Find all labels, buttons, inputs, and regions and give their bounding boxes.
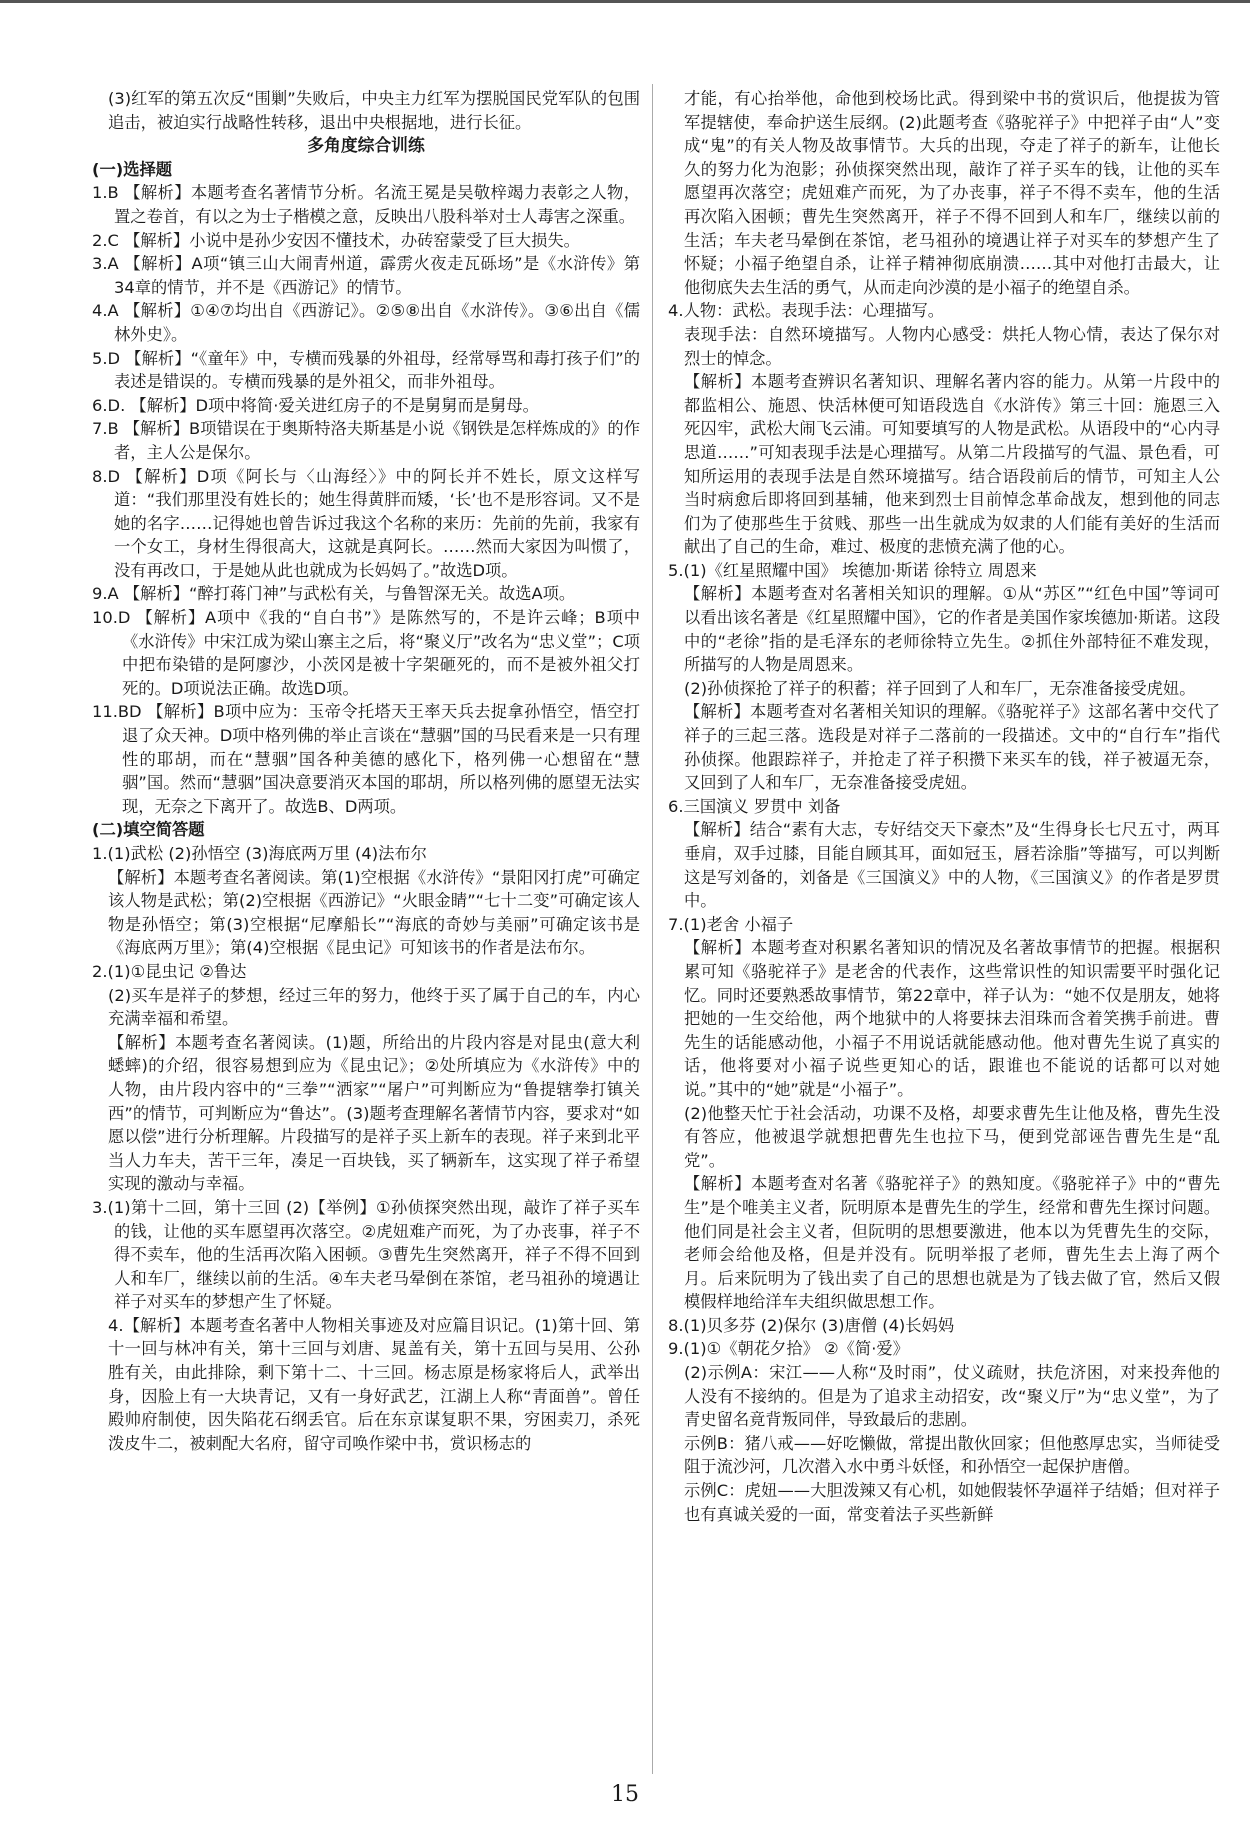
explanation: 4.【解析】本题考查名著中人物相关事迹及对应篇目识记。(1)第十回、第十一回与林冲有关，第十三回与刘唐、晁盖有关，第十五回与吴用、公孙胜有关，由此排除，剩下第十二、十三回。杨志原是杨家将后人，武举出身，因脸上有一大块青记，又有一身好武艺，江湖上人称“青面兽”。曾任殿帅府制使，因失陷花石纲丢官。后在东京谋复职不果，穷困卖刀，杀死泼皮牛二，被刺配大名府，留守司唤作梁中书，赏识杨志的 bbox=[108, 1315, 640, 1453]
paragraph: (3)红军的第五次反“围剿”失败后，中央主力红军为摆脱国民党军队的包围追击，被迫实行战略性转移，退出中央根据地，进行长征。 bbox=[108, 89, 640, 132]
answer-item: 1.B 【解析】本题考查名著情节分析。名流王冕是吴敬梓竭力表彰之人物，置之卷首，有以之为士子楷模之意，反映出八股科举对士人毒害之深重。 bbox=[92, 183, 640, 226]
answer-item: 1.(1)武松 (2)孙悟空 (3)海底两万里 (4)法布尔 bbox=[92, 844, 427, 863]
paragraph: (2)示例A：宋江——人称“及时雨”，仗义疏财，扶危济困，对来投奔他的人没有不接纳的。但是为了追求主动招安，改“聚义厅”为“忠义堂”，为了青史留名竟背叛同伴，导致最后的悲剧。 bbox=[684, 1363, 1220, 1430]
answer-item: 3.(1)第十二回，第十三回 (2)【举例】①孙侦探突然出现，敲诈了祥子买车的钱，让他的买车愿望再次落空。②虎妞难产而死，为了办丧事，祥子不得不卖车，他的生活再次陷入困顿。③曹先生突然离开，祥子不得不回到人和车厂，继续以前的生活。④车夫老马晕倒在茶馆，老马祖孙的境遇让祥子对买车的梦想产生了怀疑。 bbox=[92, 1197, 640, 1312]
explanation: 【解析】本题考查对名著相关知识的理解。《骆驼祥子》这部名著中交代了祥子的三起三落。选段是对祥子二落前的一段描述。文中的“自行车”指代孙侦探。他跟踪祥子，并抢走了祥子积攒下来买车的钱，祥子被逼无奈，又回到了人和车厂，无奈准备接受虎妞。 bbox=[684, 702, 1220, 793]
answer-item: 8.(1)贝多芬 (2)保尔 (3)唐僧 (4)长妈妈 bbox=[668, 1315, 955, 1335]
column-divider bbox=[652, 84, 653, 1774]
left-column bbox=[92, 87, 640, 1455]
explanation: 【解析】本题考查名著阅读。第(1)空根据《水浒传》“景阳冈打虎”可确定该人物是武松；第(2)空根据《西游记》“火眼金睛”“七十二变”可确定该人物是孙悟空；第(3)空根据“尼摩船长”“海底的奇妙与美丽”可确定该书是《海底两万里》；第(4)空根据《昆虫记》可知该书的作者是法布尔。 bbox=[108, 867, 640, 958]
explanation: 【解析】本题考查对名著相关知识的理解。①从“苏区”“红色中国”等词可以看出该名著是《红星照耀中国》，它的作者是美国作家埃德加·斯诺。这段中的“老徐”指的是毛泽东的老师徐特立先生。②抓住外部特征不难发现，所描写的人物是周恩来。 bbox=[684, 584, 1220, 675]
answer-item: 9.(1)①《朝花夕拾》 ②《简·爱》 bbox=[668, 1339, 909, 1359]
explanation: 【解析】本题考查名著阅读。(1)题，所给出的片段内容是对昆虫(意大利蟋蟀)的介绍，很容易想到应为《昆虫记》；②处所填应为《水浒传》中的人物，由片段内容中的“三拳”“洒家”“屠户”可判断应为“鲁提辖拳打镇关西”的情节，可判断应为“鲁达”。(3)题考查理解名著情节内容，要求对“如愿以偿”进行分析理解。片段描写的是祥子买上新车的表现。祥子来到北平当人力车夫，苦干三年，凑足一百块钱，买了辆新车，这实现了祥子希望实现的激动与幸福。 bbox=[108, 1032, 640, 1194]
paragraph: 才能，有心抬举他，命他到校场比武。得到梁中书的赏识后，他提拔为管军提辖使，奉命护送生辰纲。(2)此题考查《骆驼祥子》中把祥子由“人”变成“鬼”的有关人物及故事情节。大兵的出现，夺走了祥子的新车，让他长久的努力化为泡影；孙侦探突然出现，敲诈了祥子买车的钱，让他的买车愿望再次落空；虎妞难产而死，为了办丧事，祥子不得不卖车，他的生活再次陷入困顿；曹先生突然离开，祥子不得不回到人和车厂，继续以前的生活；车夫老马晕倒在茶馆，老马祖孙的境遇让祥子对买车的梦想产生了怀疑；小福子绝望自杀，让祥子精神彻底崩溃……其中对他打击最大，让他彻底失去生活的勇气，从而走向沙漠的是小福子的绝望自杀。 bbox=[684, 89, 1220, 297]
answer-item: 6.D. 【解析】D项中将简·爱关进红房子的不是舅舅而是舅母。 bbox=[92, 395, 539, 415]
paragraph: 表现手法：自然环境描写。人物内心感受：烘托人物心情，表达了保尔对烈士的悼念。 bbox=[684, 324, 1220, 368]
explanation: 【解析】本题考查对名著《骆驼祥子》的熟知度。《骆驼祥子》中的“曹先生”是个唯美主义者，阮明原本是曹先生的学生，经常和曹先生探讨问题。他们同是社会主义者，但阮明的思想要激进，他本以为凭曹先生的交际，老师会给他及格，但是并没有。阮明举报了老师，曹先生去上海了两个月。后来阮明为了钱出卖了自己的思想也就是为了钱去做了官，然后又假模假样地给洋车夫组织做思想工作。 bbox=[684, 1174, 1220, 1312]
answer-item: 4.A 【解析】①④⑦均出自《西游记》。②⑤⑧出自《水浒传》。③⑥出自《儒林外史》。 bbox=[92, 301, 640, 344]
answer-item: 2.(1)①昆虫记 ②鲁达 bbox=[92, 961, 247, 981]
answer-item: 8.D 【解析】D项《阿长与〈山海经〉》中的阿长并不姓长，原文这样写道：“我们那里没有姓长的；她生得黄胖而矮，‘长’也不是形容词。又不是她的名字……记得她也曾告诉过我这个名称的来历：先前的先前，我家有一个女工，身材生得很高大，这就是真阿长。……然而大家因为叫惯了，没有再改口，于是她从此也就成为长妈妈了。”故选D项。 bbox=[92, 466, 640, 580]
answer-item: 6.三国演义 罗贯中 刘备 bbox=[668, 796, 841, 816]
paragraph: (2)买车是祥子的梦想，经过三年的努力，他终于买了属于自己的车，内心充满幸福和希望。 bbox=[108, 985, 640, 1029]
paragraph: 示例B：猪八戒——好吃懒做，常提出散伙回家；但他憨厚忠实，当师徒受阻于流沙河，几次潜入水中勇斗妖怪，和孙悟空一起保护唐僧。 bbox=[684, 1433, 1220, 1477]
explanation: 【解析】本题考查对积累名著知识的情况及名著故事情节的把握。根据积累可知《骆驼祥子》是老舍的代表作，这些常识性的知识需要平时强化记忆。同时还要熟悉故事情节，第22章中，祥子认为：“她不仅是朋友，她将把她的一生交给他，两个地狱中的人将要抹去泪珠而含着笑携手前进。曹先生的话能感动他，小福子不用说话就能感动他。他对曹先生说了真实的话，他将要对小福子说些更知心的话，跟谁也不能说的话都可以对她说。”其中的“她”就是“小福子”。 bbox=[684, 938, 1220, 1099]
section-heading: (一)选择题 bbox=[92, 159, 173, 179]
answer-item: 9.A 【解析】“醉打蒋门神”与武松有关，与鲁智深无关。故选A项。 bbox=[92, 584, 576, 604]
explanation: 【解析】结合“素有大志，专好结交天下豪杰”及“生得身长七尺五寸，两耳垂肩，双手过膝，目能自顾其耳，面如冠玉，唇若涂脂”等描写，可以判断这是写刘备的，刘备是《三国演义》中的人物，《三国演义》的作者是罗贯中。 bbox=[684, 820, 1220, 911]
page-number: 15 bbox=[611, 1782, 639, 1807]
section-heading: (二)填空简答题 bbox=[92, 820, 205, 840]
right-column bbox=[668, 87, 1220, 1526]
answer-item: 7.(1)老舍 小福子 bbox=[668, 914, 794, 934]
answer-item: 5.D 【解析】“《童年》中，专横而残暴的外祖母，经常辱骂和毒打孩子们”的表述是错误的。专横而残暴的是外祖父，而非外祖母。 bbox=[92, 348, 640, 392]
answer-item: 3.A 【解析】A项“镇三山大闹青州道，霹雳火夜走瓦砾场”是《水浒传》第34章的情节，并不是《西游记》的情节。 bbox=[92, 254, 640, 297]
paragraph: (2)他整天忙于社会活动，功课不及格，却要求曹先生让他及格，曹先生没有答应，他被退学就想把曹先生也拉下马，便到党部诬告曹先生是“乱党”。 bbox=[684, 1103, 1220, 1170]
answer-item: 4.人物：武松。表现手法：心理描写。 bbox=[668, 301, 945, 321]
answer-item: 11.BD 【解析】B项中应为：玉帝令托塔天王率天兵去捉拿孙悟空，悟空打退了众天神。D项中格列佛的举止言谈在“慧骃”国的马民看来是一只有理性的耶胡，而在“慧骃”国各种美德的感化下，格列佛一心想留在“慧骃”国。然而“慧骃”国决意要消灭本国的耶胡，所以格列佛的愿望无法实现，无奈之下离开了。故选B、D两项。 bbox=[92, 702, 640, 816]
answer-item: 7.B 【解析】B项错误在于奥斯特洛夫斯基是小说《钢铁是怎样炼成的》的作者，主人公是保尔。 bbox=[92, 419, 640, 462]
answer-item: 2.C 【解析】小说中是孙少安因不懂技术，办砖窑蒙受了巨大损失。 bbox=[92, 230, 580, 250]
answer-item: 10.D 【解析】A项中《我的“自白书”》是陈然写的，不是许云峰；B项中《水浒传》中宋江成为梁山寨主之后，将“聚义厅”改名为“忠义堂”；C项中把布染错的是阿廖沙，小茨冈是被十字架砸死的，而不是被外祖父打死的。D项说法正确。故选D项。 bbox=[92, 608, 640, 698]
top-rule bbox=[0, 0, 1250, 3]
answer-item: 5.(1)《红星照耀中国》 埃德加·斯诺 徐特立 周恩来 bbox=[668, 560, 1037, 580]
paragraph: (2)孙侦探抢了祥子的积蓄；祥子回到了人和车厂，无奈准备接受虎妞。 bbox=[684, 678, 1196, 698]
explanation: 【解析】本题考查辨识名著知识、理解名著内容的能力。从第一片段中的都监相公、施恩、快活林便可知语段选自《水浒传》第三十回：施恩三入死囚牢，武松大闹飞云浦。可知要填写的人物是武松。从语段中的“心内寻思道……”可知表现手法是心理描写。从第二片段描写的气温、景色看，可知所运用的表现手法是自然环境描写。结合语段前后的情节，可知主人公当时病愈后即将回到基辅，他来到烈士目前悼念革命战友，想到他的同志们为了使那些生于贫贱、那些一出生就成为奴隶的人们能有美好的生活而献出了自己的生命，难过、极度的悲愤充满了他的心。 bbox=[684, 372, 1220, 557]
section-title: 多角度综合训练 bbox=[307, 135, 425, 156]
paragraph: 示例C：虎妞——大胆泼辣又有心机，如她假装怀孕逼祥子结婚；但对祥子也有真诚关爱的一面，常变着法子买些新鲜 bbox=[684, 1481, 1220, 1524]
